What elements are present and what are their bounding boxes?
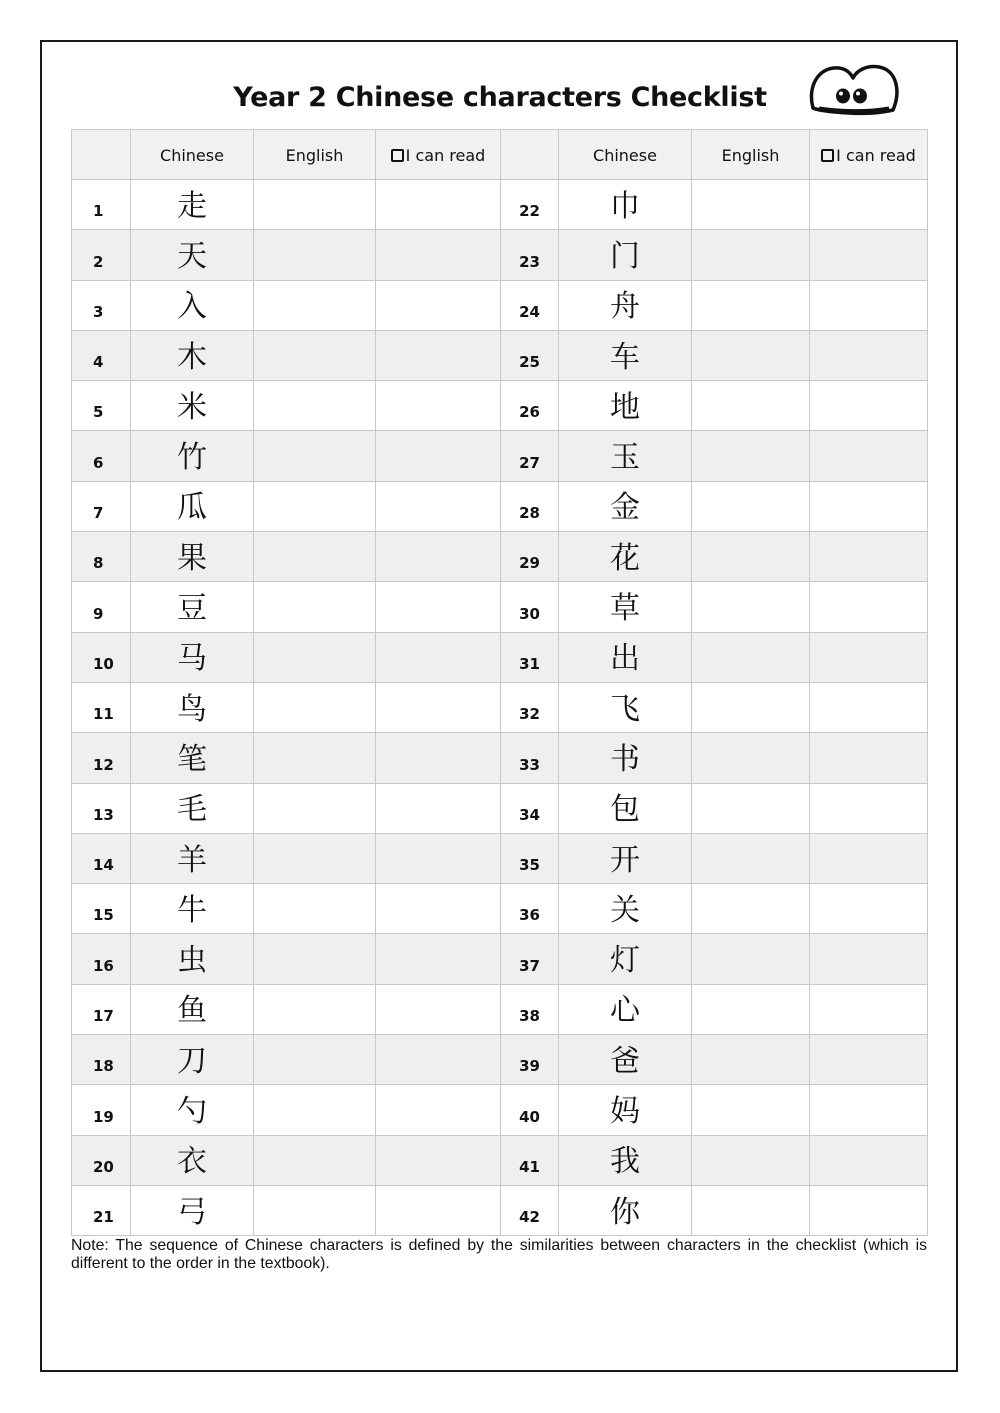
table-row (72, 481, 928, 531)
english-answer-cell[interactable] (254, 280, 376, 330)
header-english: English (254, 130, 376, 180)
table-row (72, 230, 928, 280)
english-answer-cell[interactable] (254, 632, 376, 682)
item-number: 9 (72, 582, 131, 632)
can-read-cell[interactable] (810, 1185, 928, 1235)
item-number: 20 (72, 1135, 131, 1185)
item-number: 37 (501, 934, 559, 984)
item-number: 27 (501, 431, 559, 481)
item-number: 22 (501, 180, 559, 230)
chinese-character: 草 (559, 582, 692, 632)
item-number: 42 (501, 1185, 559, 1235)
chinese-character: 天 (131, 230, 254, 280)
table-row (72, 833, 928, 883)
english-answer-cell[interactable] (254, 1035, 376, 1085)
item-number: 24 (501, 280, 559, 330)
item-number: 11 (72, 682, 131, 732)
chinese-character: 牛 (131, 884, 254, 934)
can-read-cell[interactable] (376, 180, 501, 230)
chinese-character: 入 (131, 280, 254, 330)
can-read-cell[interactable] (376, 733, 501, 783)
item-number: 2 (72, 230, 131, 280)
chinese-character: 刀 (131, 1035, 254, 1085)
page-title: Year 2 Chinese characters Checklist (233, 82, 767, 113)
can-read-cell[interactable] (810, 884, 928, 934)
chinese-character: 出 (559, 632, 692, 682)
english-answer-cell[interactable] (692, 783, 810, 833)
chinese-character: 飞 (559, 682, 692, 732)
item-number: 32 (501, 682, 559, 732)
english-answer-cell[interactable] (254, 381, 376, 431)
item-number: 6 (72, 431, 131, 481)
chinese-character: 走 (131, 180, 254, 230)
table-row (72, 180, 928, 230)
english-answer-cell[interactable] (254, 431, 376, 481)
table-row (72, 532, 928, 582)
english-answer-cell[interactable] (254, 582, 376, 632)
english-answer-cell[interactable] (254, 230, 376, 280)
chinese-character: 勺 (131, 1085, 254, 1135)
cartoon-eyes-icon (805, 62, 901, 124)
english-answer-cell[interactable] (692, 984, 810, 1034)
english-answer-cell[interactable] (692, 934, 810, 984)
checkbox-icon (391, 149, 404, 162)
chinese-character: 心 (559, 984, 692, 1034)
item-number: 40 (501, 1085, 559, 1135)
item-number: 23 (501, 230, 559, 280)
table-row (72, 330, 928, 380)
table-row (72, 783, 928, 833)
can-read-cell[interactable] (376, 1035, 501, 1085)
chinese-character: 舟 (559, 280, 692, 330)
chinese-character: 弓 (131, 1185, 254, 1235)
can-read-cell[interactable] (376, 984, 501, 1034)
english-answer-cell[interactable] (254, 934, 376, 984)
item-number: 36 (501, 884, 559, 934)
header-chinese: Chinese (559, 130, 692, 180)
english-answer-cell[interactable] (692, 682, 810, 732)
item-number: 10 (72, 632, 131, 682)
english-answer-cell[interactable] (692, 431, 810, 481)
english-answer-cell[interactable] (692, 230, 810, 280)
english-answer-cell[interactable] (692, 833, 810, 883)
english-answer-cell[interactable] (692, 1035, 810, 1085)
checklist-table (71, 129, 928, 1236)
chinese-character: 车 (559, 330, 692, 380)
item-number: 38 (501, 984, 559, 1034)
header-number (501, 130, 559, 180)
table-row (72, 1185, 928, 1235)
english-answer-cell[interactable] (254, 330, 376, 380)
english-answer-cell[interactable] (254, 884, 376, 934)
can-read-cell[interactable] (810, 481, 928, 531)
english-answer-cell[interactable] (692, 733, 810, 783)
can-read-cell[interactable] (376, 330, 501, 380)
header-row (72, 130, 928, 180)
chinese-character: 门 (559, 230, 692, 280)
item-number: 18 (72, 1035, 131, 1085)
can-read-cell[interactable] (810, 431, 928, 481)
chinese-character: 鱼 (131, 984, 254, 1034)
can-read-cell[interactable] (810, 733, 928, 783)
chinese-character: 花 (559, 532, 692, 582)
item-number: 25 (501, 330, 559, 380)
can-read-cell[interactable] (376, 381, 501, 431)
chinese-character: 开 (559, 833, 692, 883)
chinese-character: 鸟 (131, 682, 254, 732)
item-number: 7 (72, 481, 131, 531)
item-number: 29 (501, 532, 559, 582)
checkbox-icon (821, 149, 834, 162)
item-number: 19 (72, 1085, 131, 1135)
chinese-character: 你 (559, 1185, 692, 1235)
english-answer-cell[interactable] (692, 481, 810, 531)
english-answer-cell[interactable] (692, 1085, 810, 1135)
can-read-cell[interactable] (810, 330, 928, 380)
can-read-cell[interactable] (376, 934, 501, 984)
chinese-character: 笔 (131, 733, 254, 783)
chinese-character: 巾 (559, 180, 692, 230)
chinese-character: 妈 (559, 1085, 692, 1135)
can-read-cell[interactable] (810, 682, 928, 732)
item-number: 34 (501, 783, 559, 833)
item-number: 14 (72, 833, 131, 883)
header-number (72, 130, 131, 180)
chinese-character: 瓜 (131, 481, 254, 531)
item-number: 35 (501, 833, 559, 883)
can-read-cell[interactable] (376, 532, 501, 582)
english-answer-cell[interactable] (692, 180, 810, 230)
table-row (72, 280, 928, 330)
can-read-cell[interactable] (376, 884, 501, 934)
item-number: 13 (72, 783, 131, 833)
english-answer-cell[interactable] (692, 381, 810, 431)
table-row (72, 1085, 928, 1135)
english-answer-cell[interactable] (254, 1085, 376, 1135)
table-row (72, 381, 928, 431)
can-read-cell[interactable] (810, 280, 928, 330)
chinese-character: 毛 (131, 783, 254, 833)
header-english: English (692, 130, 810, 180)
item-number: 4 (72, 330, 131, 380)
table-row (72, 582, 928, 632)
item-number: 21 (72, 1185, 131, 1235)
can-read-cell[interactable] (810, 984, 928, 1034)
table-row (72, 431, 928, 481)
can-read-cell[interactable] (376, 1085, 501, 1135)
english-answer-cell[interactable] (254, 984, 376, 1034)
item-number: 41 (501, 1135, 559, 1185)
chinese-character: 马 (131, 632, 254, 682)
item-number: 3 (72, 280, 131, 330)
header-chinese: Chinese (131, 130, 254, 180)
can-read-cell[interactable] (810, 1035, 928, 1085)
chinese-character: 衣 (131, 1135, 254, 1185)
english-answer-cell[interactable] (692, 582, 810, 632)
item-number: 8 (72, 532, 131, 582)
can-read-cell[interactable] (376, 481, 501, 531)
chinese-character: 关 (559, 884, 692, 934)
can-read-cell[interactable] (376, 783, 501, 833)
can-read-cell[interactable] (810, 1135, 928, 1185)
item-number: 33 (501, 733, 559, 783)
english-answer-cell[interactable] (692, 1135, 810, 1185)
chinese-character: 玉 (559, 431, 692, 481)
can-read-cell[interactable] (810, 934, 928, 984)
english-answer-cell[interactable] (254, 1135, 376, 1185)
table-row (72, 632, 928, 682)
item-number: 30 (501, 582, 559, 632)
item-number: 31 (501, 632, 559, 682)
english-answer-cell[interactable] (254, 682, 376, 732)
chinese-character: 书 (559, 733, 692, 783)
english-answer-cell[interactable] (254, 532, 376, 582)
table-row (72, 884, 928, 934)
can-read-cell[interactable] (376, 682, 501, 732)
table-row (72, 984, 928, 1034)
item-number: 15 (72, 884, 131, 934)
can-read-cell[interactable] (376, 431, 501, 481)
chinese-character: 我 (559, 1135, 692, 1185)
can-read-cell[interactable] (810, 230, 928, 280)
can-read-cell[interactable] (810, 1085, 928, 1135)
can-read-cell[interactable] (810, 632, 928, 682)
english-answer-cell[interactable] (692, 532, 810, 582)
chinese-character: 包 (559, 783, 692, 833)
english-answer-cell[interactable] (254, 481, 376, 531)
table-row (72, 733, 928, 783)
english-answer-cell[interactable] (692, 632, 810, 682)
english-answer-cell[interactable] (254, 783, 376, 833)
can-read-cell[interactable] (376, 1185, 501, 1235)
chinese-character: 虫 (131, 934, 254, 984)
chinese-character: 羊 (131, 833, 254, 883)
chinese-character: 米 (131, 381, 254, 431)
item-number: 1 (72, 180, 131, 230)
chinese-character: 灯 (559, 934, 692, 984)
can-read-cell[interactable] (376, 230, 501, 280)
can-read-cell[interactable] (376, 280, 501, 330)
english-answer-cell[interactable] (692, 1185, 810, 1235)
can-read-cell[interactable] (810, 783, 928, 833)
english-answer-cell[interactable] (254, 733, 376, 783)
chinese-character: 地 (559, 381, 692, 431)
table-row (72, 1035, 928, 1085)
item-number: 5 (72, 381, 131, 431)
table-row (72, 1135, 928, 1185)
english-answer-cell[interactable] (254, 180, 376, 230)
english-answer-cell[interactable] (692, 330, 810, 380)
can-read-cell[interactable] (810, 582, 928, 632)
header-can-read: I can read (810, 130, 928, 180)
can-read-cell[interactable] (376, 1135, 501, 1185)
chinese-character: 爸 (559, 1035, 692, 1085)
chinese-character: 金 (559, 481, 692, 531)
can-read-cell[interactable] (810, 532, 928, 582)
english-answer-cell[interactable] (692, 280, 810, 330)
can-read-cell[interactable] (810, 833, 928, 883)
can-read-cell[interactable] (810, 180, 928, 230)
footnote: Note: The sequence of Chinese characters is defined by the similarities between characters in the checklist (which is different to the order in the textbook). (71, 1237, 927, 1272)
item-number: 28 (501, 481, 559, 531)
can-read-cell[interactable] (376, 833, 501, 883)
item-number: 16 (72, 934, 131, 984)
chinese-character: 果 (131, 532, 254, 582)
item-number: 12 (72, 733, 131, 783)
item-number: 17 (72, 984, 131, 1034)
header-can-read: I can read (376, 130, 501, 180)
can-read-cell[interactable] (376, 632, 501, 682)
chinese-character: 豆 (131, 582, 254, 632)
table-row (72, 682, 928, 732)
english-answer-cell[interactable] (254, 1185, 376, 1235)
item-number: 26 (501, 381, 559, 431)
item-number: 39 (501, 1035, 559, 1085)
english-answer-cell[interactable] (692, 884, 810, 934)
chinese-character: 木 (131, 330, 254, 380)
table-row (72, 934, 928, 984)
can-read-cell[interactable] (376, 582, 501, 632)
can-read-cell[interactable] (810, 381, 928, 431)
chinese-character: 竹 (131, 431, 254, 481)
english-answer-cell[interactable] (254, 833, 376, 883)
